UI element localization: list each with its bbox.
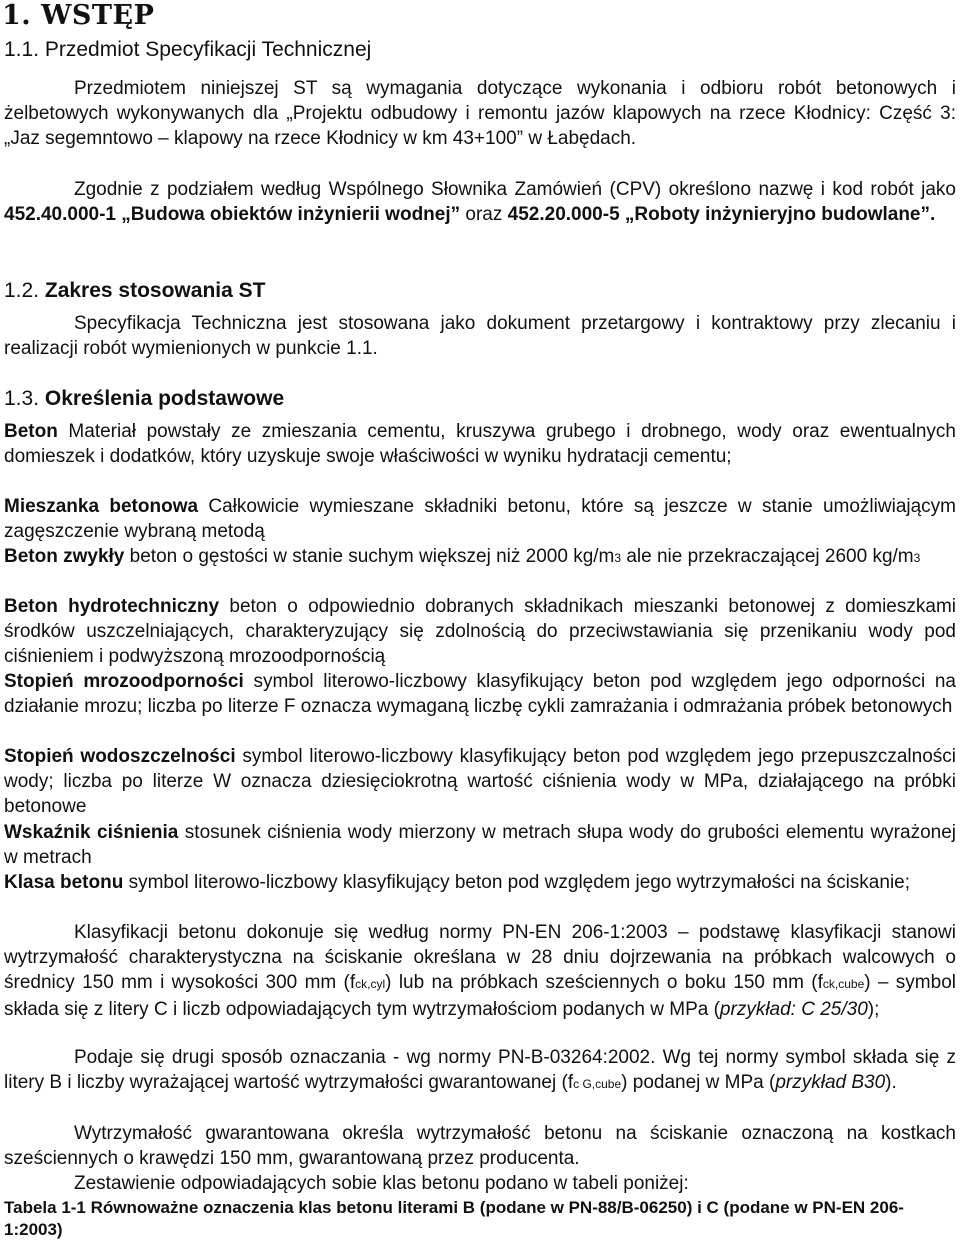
definition-mrozoodpornosc (4, 669, 956, 719)
definition-term: Beton zwykły (4, 546, 125, 567)
example: przykład: C 25/30 (719, 999, 868, 1020)
definition-klasa-betonu (4, 870, 956, 895)
definition-wodoszczelnosc (4, 744, 956, 819)
subscript: ck,cyl (355, 977, 386, 991)
definition-term: Stopień wodoszczelności (4, 746, 236, 767)
cpv-conj: oraz (460, 204, 508, 225)
paragraph-klasyfikacja (4, 920, 956, 1022)
definition-term: Beton hydrotechniczny (4, 596, 220, 617)
definition-term: Beton (4, 421, 58, 442)
definition-text: beton o gęstości w stanie suchym większej niż 2000 kg/m (124, 546, 615, 567)
section-heading-1-2 (4, 278, 265, 304)
definition-text: beton o odpowiednio dobranych składnikach mieszanki betonowej z domieszkami środków uszczelniających, charakteryzujący się zdolnością do przeciwstawiania się przenikaniu wody pod ciśnieniem i podwyższoną mrozoodpornością (4, 596, 956, 667)
example: przykład B30 (775, 1072, 886, 1093)
definition-text: Całkowicie wymieszane składniki betonu, które są jeszcze w stanie umożliwiającym zagęszczenie wybraną metodą (4, 496, 957, 542)
chapter-heading: 1. WSTĘP (2, 0, 155, 31)
section-number: 1.2. (4, 279, 40, 302)
subscript: c G,cube (573, 1077, 622, 1091)
definition-text: stosunek ciśnienia wody mierzony w metrach słupa wody do grubości elementu wyrażonej w metrach (4, 822, 956, 868)
paragraph-cpv (4, 177, 956, 227)
definition-term: Mieszanka betonowa (4, 496, 199, 517)
definition-text: symbol literowo-liczbowy klasyfikujący beton pod względem jego odporności na działanie mrozu; liczba po literze F oznacza wymaganą liczbę cykli zamrażania i odmrażania próbek betonowych (4, 671, 957, 717)
text-run: ) – symbol składa się z litery C i liczb odpowiadających tym wytrzymałościom podanych w MPa ( (4, 972, 956, 1020)
definition-text-cont: ale nie przekraczającej 2600 kg/m (621, 546, 914, 567)
paragraph-subject: Przedmiotem niniejszej ST są wymagania dotyczące wykonania i odbioru robót betonowych i żelbetowych wykonywanych dla „Projektu odbudowy i remontu jazów klapowych na rzece Kłodnicy: Część 3: „Jaz segemntowo – klapowy na rzece Kłodnicy w km 43+100” w Łabędach. (4, 78, 956, 149)
paragraph-wytrzymalosc: Wytrzymałość gwarantowana określa wytrzymałość betonu na ściskanie oznaczoną na kostkach sześciennych o krawędzi 150 mm, gwarantowaną przez producenta. (4, 1123, 956, 1169)
section-title: Zakres stosowania ST (44, 279, 266, 302)
text-run: ) lub na próbkach sześciennych o boku 150 mm (f (385, 972, 823, 993)
text-run: Podaje się drugi sposób oznaczania - wg normy PN-B-03264:2002. Wg tej normy symbol składa się z litery B i liczby wyrażającej wartość wytrzymałości gwarantowanej (f (4, 1047, 956, 1093)
text-run: ). (885, 1072, 897, 1093)
definition-beton-zwykly (4, 544, 956, 571)
text-run: Klasyfikacji betonu dokonuje się według normy PN-EN 206-1:2003 – podstawę klasyfikacji stanowi wytrzymałość charakterystyczna na ściskanie określana w 28 dniu dojrzewania na próbkach walcowych o średnicy 150 mm i wysokości 300 mm (f (4, 922, 956, 993)
definition-beton-hydrotechniczny (4, 594, 956, 669)
section-number: 1.1. (4, 38, 40, 61)
definition-text: symbol literowo-liczbowy klasyfikujący beton pod względem jego przepuszczalności wody; liczba po literze W oznacza dziesięciokrotną wartość ciśnienia wody w MPa, działającego na próbki betonowe (4, 746, 956, 817)
cpv-code-1: 452.40.000-1 „Budowa obiektów inżynierii wodnej” (4, 204, 461, 225)
paragraph-drugi-sposob (4, 1045, 956, 1097)
cpv-intro: Zgodnie z podziałem według Wspólnego Słownika Zamówień (CPV) określono nazwę i kod robót jako (74, 179, 956, 200)
cpv-code-2: 452.20.000-5 „Roboty inżynieryjno budowlane”. (507, 204, 936, 225)
text-run: ) podanej w MPa ( (621, 1072, 776, 1093)
section-title: Określenia podstawowe (44, 387, 285, 410)
paragraph-zestawienie: Zestawienie odpowiadających sobie klas betonu podano w tabeli poniżej: (74, 1173, 689, 1194)
definition-term: Wskaźnik ciśnienia (4, 822, 179, 843)
definition-mieszanka (4, 494, 956, 544)
section-heading-1-3 (4, 386, 284, 412)
definition-text: symbol literowo-liczbowy klasyfikujący beton pod względem jego wytrzymałości na ściskanie; (123, 872, 911, 893)
definition-wskaznik-cisnienia (4, 820, 956, 870)
definition-term: Klasa betonu (4, 872, 124, 893)
table-caption: Tabela 1-1 Równoważne oznaczenia klas betonu literami B (podane w PN-88/B-06250) i C (podane w PN-EN 206-1:2003) (4, 1198, 904, 1239)
text-run: ); (867, 999, 880, 1020)
paragraph-scope: Specyfikacja Techniczna jest stosowana jako dokument przetargowy i kontraktowy przy zlecaniu i realizacji robót wymienionych w punkcie 1.1. (4, 313, 956, 359)
definition-text: Materiał powstały ze zmieszania cementu, kruszywa grubego i drobnego, wody oraz ewentualnych domieszek i dodatków, który uzyskuje swoje właściwości w wyniku hydratacji cementu; (4, 421, 956, 467)
unit-exponent: 3 (614, 551, 622, 565)
subscript: ck,cube (822, 977, 865, 991)
section-heading-1-1 (4, 37, 371, 63)
section-title: Przedmiot Specyfikacji Technicznej (44, 38, 372, 61)
definition-beton (4, 419, 956, 469)
unit-exponent: 3 (913, 551, 921, 565)
section-number: 1.3. (4, 387, 40, 410)
definition-term: Stopień mrozoodporności (4, 671, 244, 692)
